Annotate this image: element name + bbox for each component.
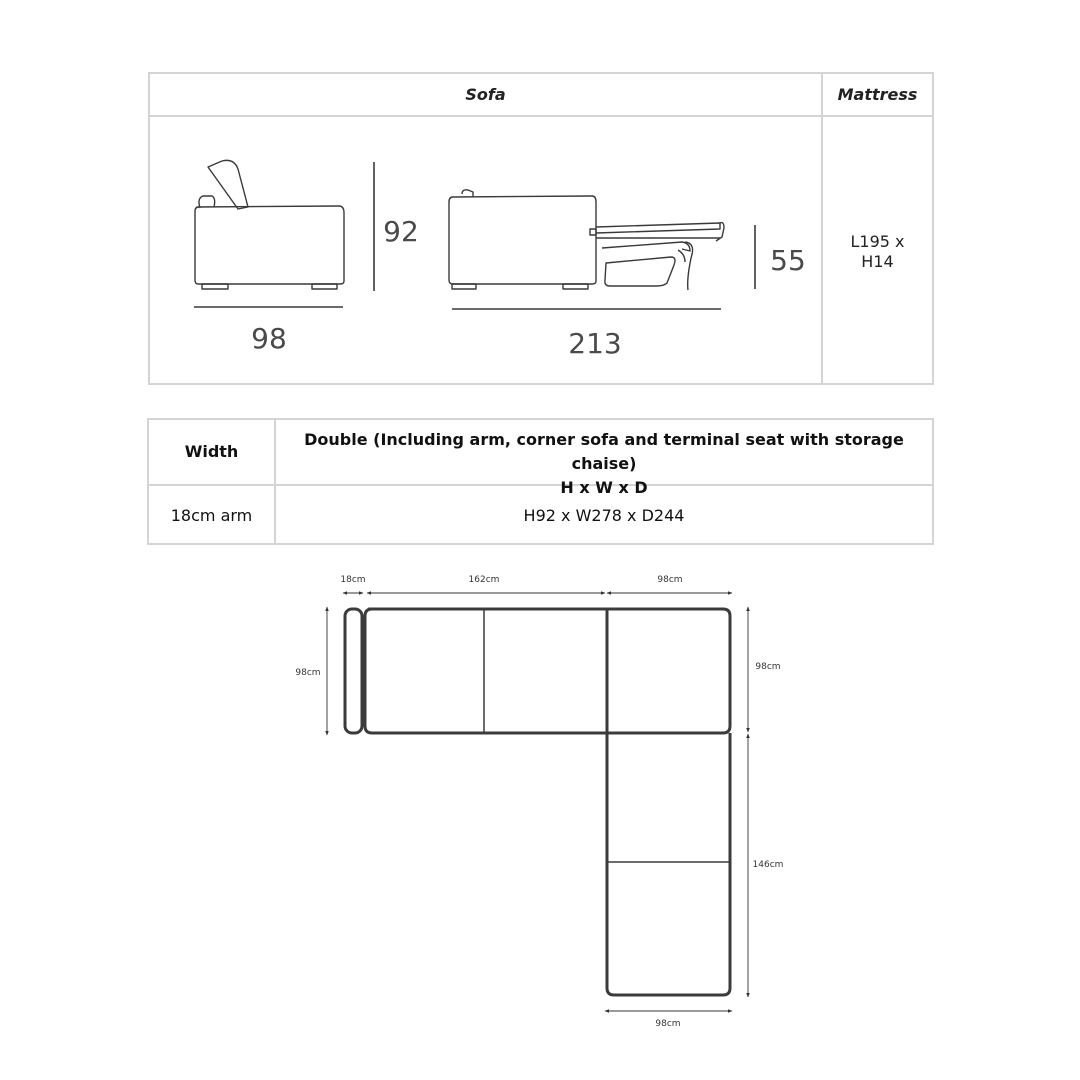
dimensions-cell: H92 x W278 x D244 [523, 506, 685, 525]
mattress-height: H14 [861, 252, 894, 271]
length-label: 213 [568, 327, 622, 360]
column-divider [821, 74, 823, 383]
arm-width-cell: 18cm arm [170, 506, 253, 525]
open-height-label: 55 [770, 244, 806, 277]
sofa-dimensions-table [148, 72, 934, 385]
plan-sofa-section [365, 609, 730, 733]
right-top-dim-label: 98cm [755, 662, 781, 672]
mattress-size [823, 232, 932, 272]
mechanism-hinge [678, 250, 685, 262]
plan-chaise [607, 609, 730, 995]
mechanism-drawer [605, 257, 675, 286]
sofa-header: Sofa [465, 85, 506, 104]
mechanism-top-rail [596, 223, 720, 233]
bottom-dim-label: 98cm [655, 1019, 681, 1029]
length-arm-top [462, 190, 473, 197]
depth-label: 98 [251, 322, 287, 355]
sofa-drawing [150, 117, 821, 383]
arm-dim-label: 18cm [340, 575, 366, 585]
side-foot-front [202, 284, 228, 289]
side-foot-back [312, 284, 337, 289]
height-label: 92 [383, 215, 419, 248]
side-body [195, 206, 344, 284]
length-foot-right [563, 284, 588, 289]
plan-arm [345, 609, 362, 733]
mechanism-joint [590, 229, 596, 235]
left-height-dim-label: 98cm [295, 668, 321, 678]
mechanism-leg [685, 242, 693, 290]
corner-sofa-plan [280, 560, 820, 1040]
double-header-subtitle: H x W x D [560, 478, 648, 497]
right-bottom-dim-label: 146cm [752, 860, 784, 870]
corner-dim-label: 98cm [657, 575, 683, 585]
length-foot-left [452, 284, 476, 289]
mattress-length: L195 x [850, 232, 905, 251]
double-header-title: Double (Including arm, corner sofa and terminal seat with storage chaise) [304, 430, 904, 473]
width-header: Width [184, 442, 239, 461]
mechanism-platform [602, 242, 690, 251]
length-body [449, 196, 596, 284]
mattress-header: Mattress [837, 85, 918, 104]
spec-table [147, 418, 934, 545]
mid-dim-label: 162cm [468, 575, 500, 585]
